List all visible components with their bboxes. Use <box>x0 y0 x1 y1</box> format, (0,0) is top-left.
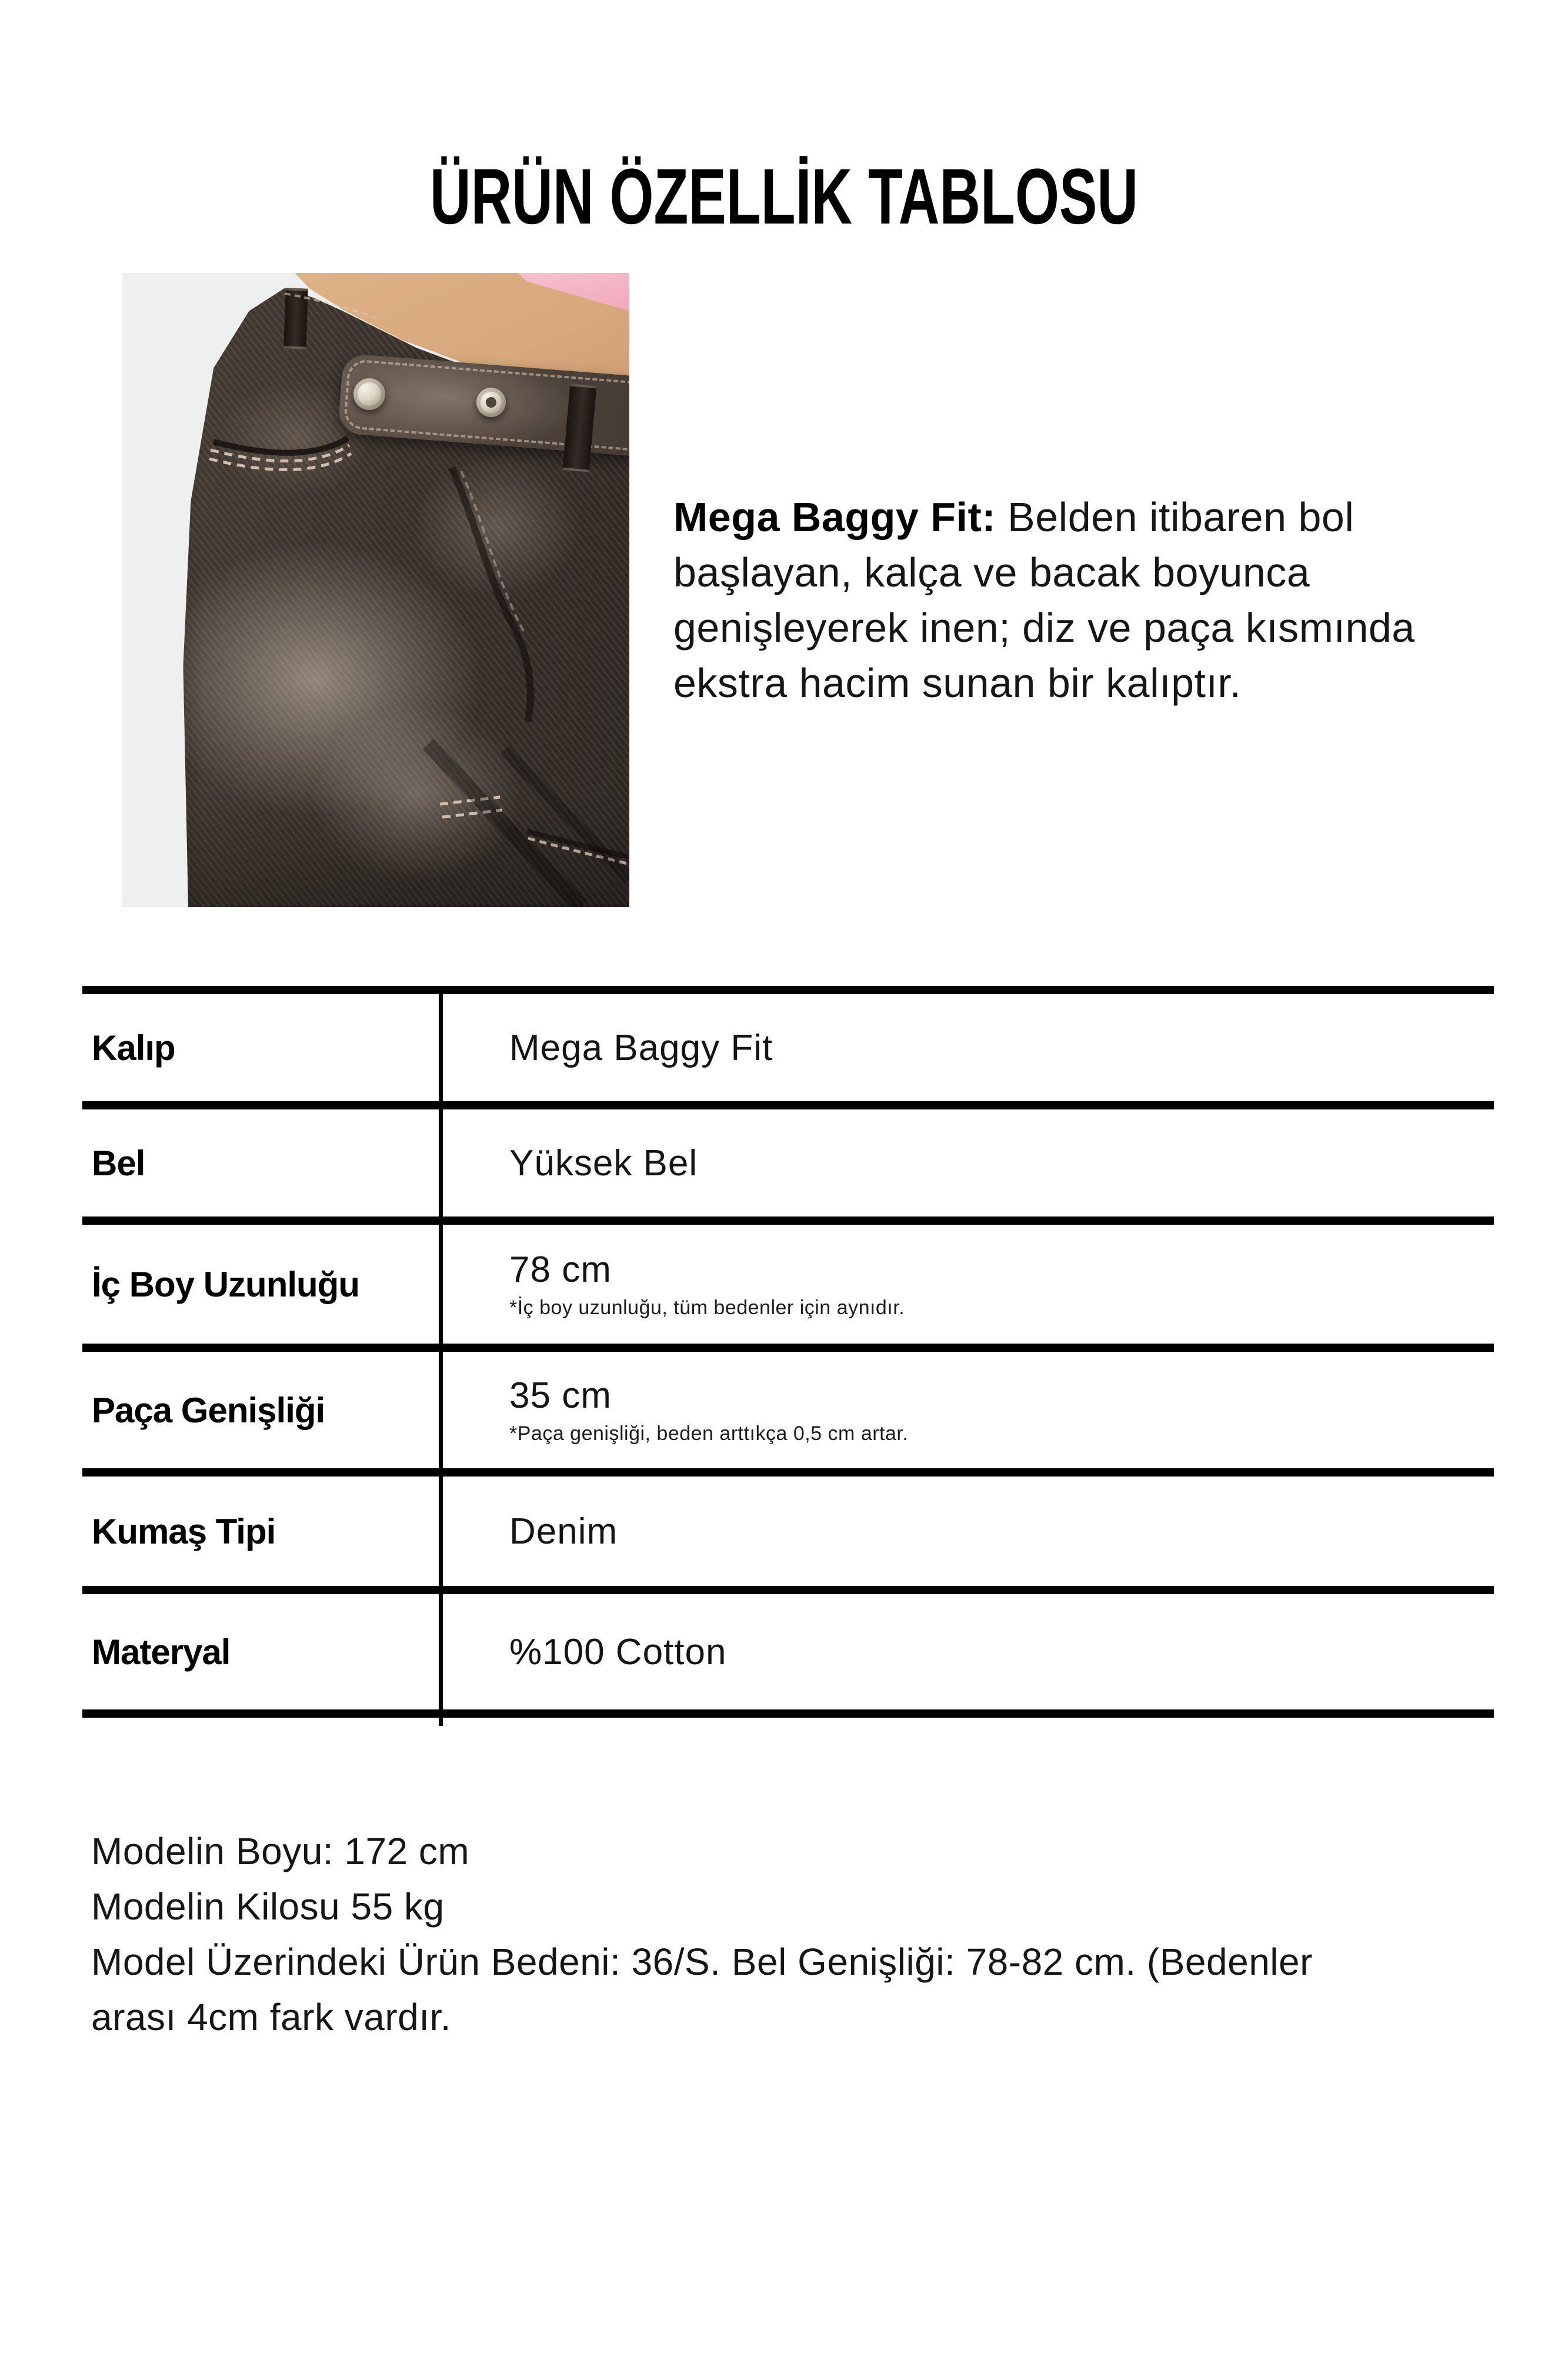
spec-value: Mega Baggy Fit <box>509 1027 773 1068</box>
model-info-line: Modelin Boyu: 172 cm <box>91 1830 470 1872</box>
description-line: başlayan, kalça ve bacak boyunca <box>673 549 1310 595</box>
model-info-line: Model Üzerindeki Ürün Bedeni: 36/S. Bel Genişliği: 78-82 cm. (Bedenler <box>91 1941 1313 1983</box>
model-info-notes <box>91 1824 1514 2045</box>
spec-label: Kumaş Tipi <box>92 1511 276 1551</box>
spec-value: 78 cm <box>509 1249 612 1290</box>
spec-label: Bel <box>92 1143 145 1183</box>
spec-value: 35 cm <box>509 1375 612 1416</box>
table-row <box>82 1468 1494 1586</box>
spec-label: Kalıp <box>92 1028 175 1068</box>
stitch-lines-graphic <box>122 273 629 907</box>
spec-label: İç Boy Uzunluğu <box>92 1264 359 1304</box>
table-column-divider <box>439 986 443 1726</box>
table-row <box>82 986 1494 1101</box>
table-row <box>82 1101 1494 1217</box>
product-photo <box>122 273 629 907</box>
page-title: ÜRÜN ÖZELLİK TABLOSU <box>429 153 1139 241</box>
spec-table <box>82 986 1494 1718</box>
spec-label: Materyal <box>92 1632 231 1672</box>
table-row <box>82 1217 1494 1344</box>
description-line <box>673 489 1544 545</box>
description-lead: Mega Baggy Fit: <box>673 494 996 540</box>
fit-description <box>673 489 1544 711</box>
description-line: genişleyerek inen; diz ve paça kısmında <box>673 605 1415 651</box>
model-info-line: arası 4cm fark vardır. <box>91 1996 452 2038</box>
description-text: Belden itibaren bol <box>996 494 1355 540</box>
spec-footnote: *İç boy uzunluğu, tüm bedenler için aynıdır. <box>509 1297 905 1319</box>
spec-footnote: *Paça genişliği, beden arttıkça 0,5 cm artar. <box>509 1422 909 1445</box>
table-row <box>82 1344 1494 1468</box>
spec-value: Yüksek Bel <box>509 1142 698 1184</box>
description-line: ekstra hacim sunan bir kalıptır. <box>673 660 1242 706</box>
spec-label: Paça Genişliği <box>92 1390 325 1430</box>
spec-value: Denim <box>509 1511 618 1552</box>
model-info-line: Modelin Kilosu 55 kg <box>91 1885 445 1928</box>
spec-value: %100 Cotton <box>509 1631 727 1672</box>
table-row <box>82 1586 1494 1709</box>
